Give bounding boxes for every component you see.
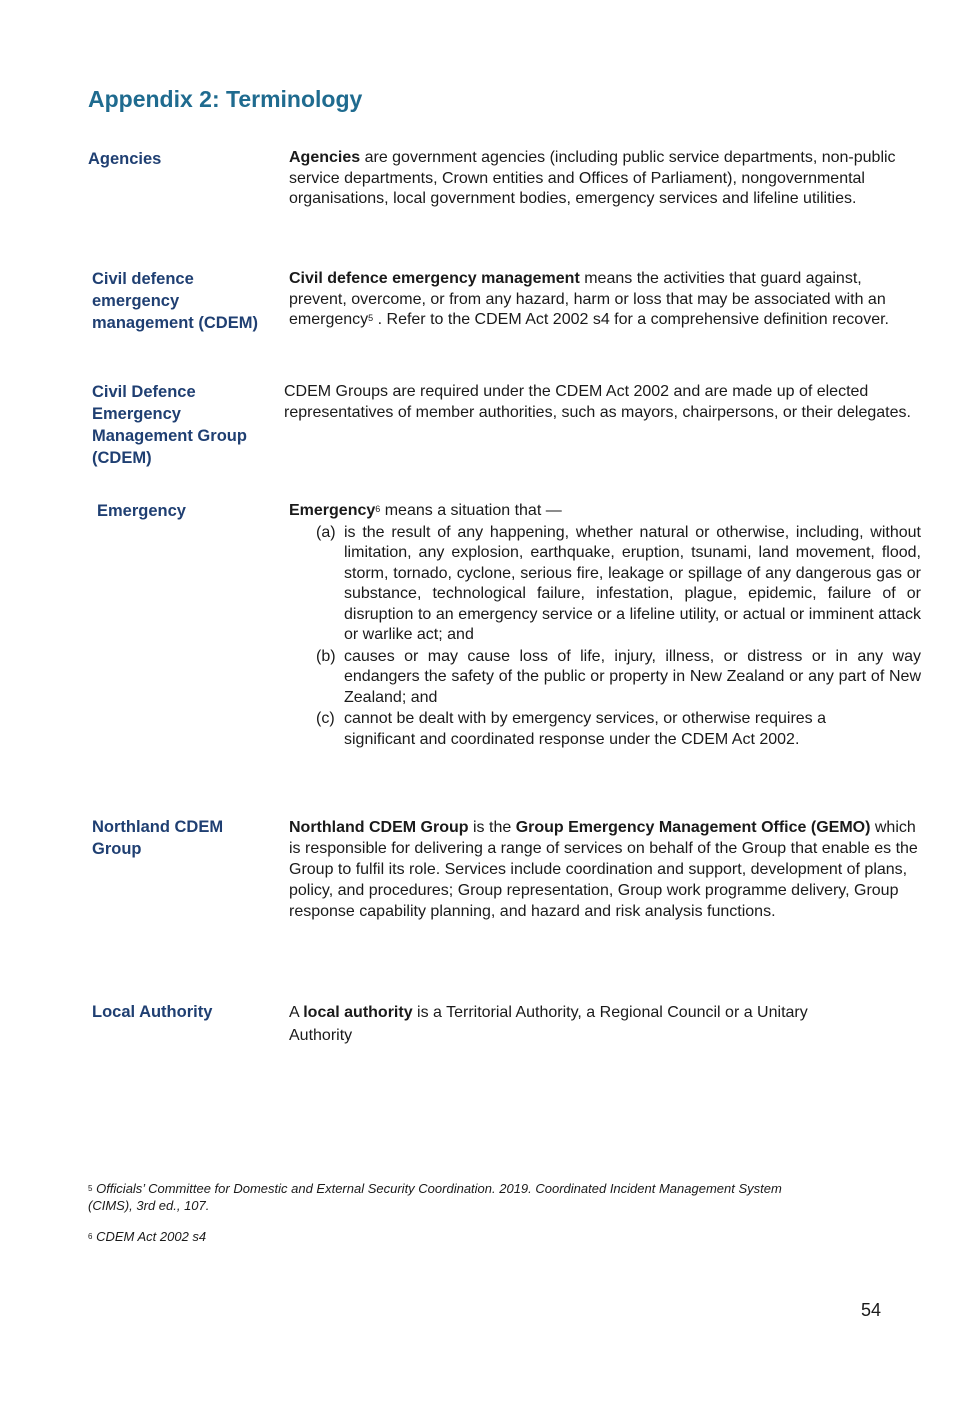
list-item-label: (b): [316, 647, 336, 665]
definition-text: means the activities that guard against, prevent, overcome, or from any hazard, harm or loss that may be associated with an emergency: [289, 270, 886, 328]
footnote-number: 5: [88, 1184, 93, 1193]
page-title: Appendix 2: Terminology: [88, 86, 363, 112]
definition-intro: [289, 501, 921, 522]
footnote-text: Officials’ Committee for Domestic and External Security Coordination. 2019. Coordinated Incident Management System (CIMS), 3rd ed., 107.: [88, 1181, 782, 1213]
list-item-text: cannot be dealt with by emergency services, or otherwise requires a significant and coordinated response under the CDEM Act 2002.: [344, 710, 827, 748]
list-item-text: causes or may cause loss of life, injury, illness, or distress or in any way endangers the safety of the public or property in New Zealand or any part of New Zealand; and: [344, 647, 921, 706]
definition-bold: Northland CDEM Group: [289, 819, 469, 836]
term-cdem-group: Civil Defence Emergency Management Group (CDEM): [92, 383, 247, 467]
definition-text: means a situation that —: [380, 502, 562, 519]
definition-northland: [289, 817, 921, 922]
list-item: [316, 647, 921, 709]
list-item: [316, 709, 921, 750]
definition-emergency: [289, 501, 921, 750]
footnote-6: [88, 1228, 798, 1245]
definition-text: A: [289, 1004, 304, 1021]
definition-text: is the: [468, 819, 516, 836]
term-agencies: Agencies: [88, 150, 162, 168]
list-item-label: (a): [316, 523, 336, 541]
footnote-ref-5: 5: [368, 313, 374, 323]
definition-bold: Emergency: [289, 502, 376, 519]
footnote-number: 6: [88, 1232, 93, 1241]
definition-text: . Refer to the CDEM Act 2002 s4 for a comprehensive definition recover.: [373, 311, 889, 328]
definition-text: which is responsible for delivering a range of services on behalf of the Group that enable es the Group to fulfil its role. Services include coordination and support, development of plans, policy, and procedures; Group representation, Group work programme delivery, Group response capability planning, and hazard and risk analysis functions.: [289, 819, 918, 920]
term-emergency: Emergency: [97, 502, 186, 520]
definition-cdem-group: CDEM Groups are required under the CDEM Act 2002 and are made up of elected representatives of member authorities, such as mayors, chairpersons, or their delegates.: [284, 383, 911, 421]
term-local-authority: Local Authority: [92, 1003, 213, 1021]
list-item: [316, 523, 921, 646]
definition-text: is a Territorial Authority, a Regional Council or a Unitary Authority: [289, 1004, 808, 1044]
footnote-text: CDEM Act 2002 s4: [96, 1229, 207, 1244]
list-item-label: (c): [316, 710, 335, 727]
term-northland-cdem-group: Northland CDEM Group: [92, 818, 224, 858]
definition-text: are government agencies (including public service departments, non-public service departments, Crown entities and Offices of Parliament), nongovernmental organisations, local government bodies, emergency services and lifeline utilities.: [289, 149, 896, 207]
page-number: 54: [860, 1300, 881, 1320]
definition-bold: Group Emergency Management Office (GEMO): [515, 819, 871, 836]
definition-bold: Civil defence emergency management: [289, 270, 580, 287]
definition-bold: local authority: [303, 1004, 413, 1021]
footnote-5: [88, 1180, 798, 1214]
definition-agencies: [289, 148, 919, 210]
term-cdem: Civil defence emergency management (CDEM): [92, 270, 258, 332]
definition-bold: Agencies: [289, 149, 361, 166]
list-item-text: is the result of any happening, whether natural or otherwise, including, without limitation, any explosion, earthquake, eruption, tsunami, land movement, flood, storm, tornado, cyclone, serious fire, leakage or spillage of any dangerous gas or substance, technological failure, infestation, plague, epidemic, failure of or disruption to an emergency service or a lifeline utility, or actual or imminent attack or warlike act; and: [344, 523, 921, 643]
definition-cdem: [289, 269, 919, 331]
footnote-ref-6: 6: [375, 504, 381, 514]
definition-local-authority: [289, 1001, 819, 1047]
